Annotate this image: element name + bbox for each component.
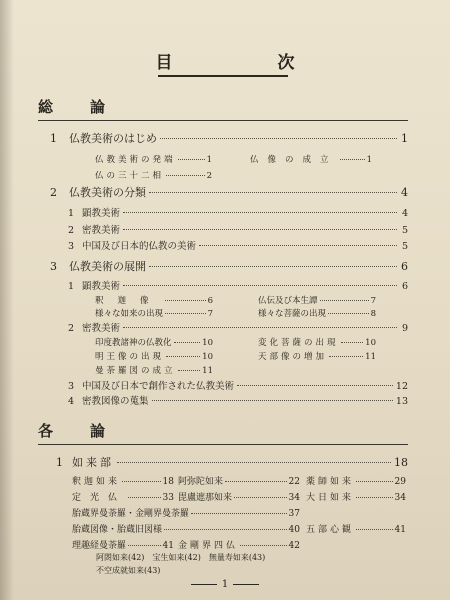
toc-item-3-1[interactable] [68,278,408,292]
item-label: 五部心観 [306,525,355,535]
toc-item-jataka[interactable] [258,294,376,306]
folio-number: 1 [221,579,229,590]
item-label: 釈迦像 [95,296,163,306]
dot-leader [341,342,364,343]
chapter-title: 仏教美術のはじめ [69,132,157,145]
dot-leader [199,245,397,246]
page-number: 7 [370,296,376,306]
page-number: 2 [206,171,212,181]
folio-dash-left [191,584,217,585]
item-label: 仏像の成立 [250,155,338,165]
toc-item-mandala[interactable] [95,364,213,376]
page-number: 11 [365,352,376,362]
toc-item-jokobutsu[interactable] [72,490,174,503]
toc-item-various-bosatsu[interactable] [258,307,376,319]
dot-leader [225,481,287,482]
dot-leader [174,342,201,343]
item-label: 様々な如来の出現 [95,309,164,319]
toc-chapter-1[interactable] [50,130,408,146]
toc-chapter-3[interactable] [50,258,408,274]
item-number: 4 [68,396,75,407]
page-number: 42 [288,541,300,551]
item-label: 中国及び日本的仏教の美術 [82,241,197,252]
section-specific-rule [38,444,408,445]
item-label: 様々な菩薩の出現 [258,309,327,319]
dot-leader [165,313,206,314]
toc-item-yakushi[interactable] [306,474,406,487]
toc-item-dainichi[interactable] [306,490,406,503]
page-number: 29 [394,477,406,487]
page-number: 1 [401,132,408,145]
page-number: 6 [401,260,408,273]
item-label: 顕教美術 [82,208,121,219]
toc-item-taizo-zuzo[interactable] [72,522,300,535]
item-label: 曼荼羅図の成立 [95,366,176,376]
item-label: 顕教美術 [82,281,121,292]
page-number: 12 [395,381,408,392]
dot-leader [123,285,397,286]
section-general-rule [38,120,408,121]
toc-item-myoo[interactable] [95,350,213,362]
toc-item-gobu-shinkan[interactable] [306,522,406,535]
dot-leader [122,481,161,482]
page-edge-shadow [0,0,14,600]
chapter-number: 2 [50,186,57,199]
toc-chapter-2[interactable] [50,184,408,200]
item-number: 1 [68,281,75,292]
toc-item-2-2[interactable] [68,222,408,236]
toc-item-2-1[interactable] [68,205,408,219]
dot-leader [165,300,206,301]
dot-leader [128,545,161,546]
dot-leader [191,513,287,514]
page-number: 7 [207,309,213,319]
page-number: 22 [288,477,300,487]
chapter-number: 3 [50,260,57,273]
toc-item-birushana[interactable] [178,490,300,503]
toc-item-various-nyorai[interactable] [95,307,213,319]
dot-leader [149,192,397,193]
page-number: 1 [366,155,372,165]
dot-leader [240,545,287,546]
toc-item-two-mandalas[interactable] [72,506,300,519]
folio-dash-right [233,584,259,585]
dot-leader [123,212,397,213]
page-number: 11 [202,366,213,376]
item-label: 密教美術 [82,225,121,236]
dot-leader [356,529,393,530]
page-number: 41 [162,541,174,551]
item-number: 2 [68,323,75,334]
dot-leader [356,497,393,498]
dot-leader [128,497,161,498]
dot-leader [164,529,287,530]
page-number: 40 [288,525,300,535]
dot-leader [160,138,397,139]
dot-leader [166,175,205,176]
chapter-number: 1 [50,132,57,145]
page-number: 1 [206,155,212,165]
dot-leader [329,356,363,357]
item-label: 中国及び日本で創作された仏教美術 [82,381,235,392]
toc-item-tenbu[interactable] [258,350,376,362]
item-number: 2 [68,225,75,236]
dot-leader [328,313,369,314]
page-number: 4 [401,208,408,219]
dot-leader [123,327,397,328]
dot-leader [166,356,200,357]
item-label: 変化菩薩の出現 [258,338,339,348]
toc-part2-chapter-1[interactable] [56,454,408,470]
page-number: 41 [394,525,406,535]
chapter-number: 1 [56,456,63,469]
page-number: 34 [288,493,300,503]
toc-item-3-4[interactable] [68,393,408,407]
page-number: 33 [162,493,174,503]
toc-item-hindu-deities[interactable] [95,336,213,348]
toc-item-henge-bosatsu[interactable] [258,336,376,348]
dot-leader [149,266,397,267]
toc-four-buddhas-line: 阿閦如来(42) 宝生如来(42) 無量寿如来(43) [96,553,266,562]
toc-item-32-marks[interactable] [95,169,212,181]
dot-leader [123,229,397,230]
dot-leader [356,481,393,482]
dot-leader [117,462,391,463]
page-title: 目 次 [155,53,339,73]
item-label: 印度教諸神の仏教化 [95,338,172,348]
toc-item-shaka[interactable] [95,294,213,306]
toc-item-amida[interactable] [178,474,300,487]
toc-item-shaka-nyorai[interactable] [72,474,174,487]
item-label: 理趣経曼荼羅 [72,541,127,551]
item-label: 密教美術 [82,323,121,334]
page-number: 10 [202,338,213,348]
toc-four-buddhas-line-2: 不空成就如来(43) [96,566,161,575]
dot-leader [178,159,205,160]
toc-item-3-3[interactable] [68,378,408,392]
dot-leader [178,370,201,371]
item-label: 定光仏 [72,493,127,503]
chapter-title: 仏教美術の展開 [69,260,146,273]
item-label: 仏伝及び本生譚 [258,296,318,306]
page-number: 5 [401,225,408,236]
item-label: 密教図像の蒐集 [82,396,149,407]
toc-item-rishukyo[interactable] [72,538,174,551]
page-folio [0,579,450,590]
dot-leader [320,300,369,301]
page-number: 5 [401,241,408,252]
item-label: 仏教美術の発端 [95,155,176,165]
dot-leader [152,400,393,401]
page-number: 10 [365,338,376,348]
item-label: 釈迦如来 [72,477,121,487]
chapter-title: 仏教美術の分類 [69,186,146,199]
section-specific-heading: 各 論 [38,422,117,440]
page-number: 6 [401,281,408,292]
page-number: 18 [394,456,408,469]
page-number: 6 [207,296,213,306]
item-label: 胎蔵界曼荼羅・金剛界曼荼羅 [72,509,190,519]
page-number: 8 [370,309,376,319]
item-label: 毘盧遮那如来 [178,493,233,503]
item-label: 薬師如来 [306,477,355,487]
toc-item-image-formation[interactable] [250,153,372,165]
page-number: 18 [162,477,174,487]
page-number: 10 [202,352,213,362]
item-label: 明王像の出現 [95,352,165,362]
item-label: 大日如来 [306,493,355,503]
item-label: 阿弥陀如来 [178,477,224,487]
item-number: 1 [68,208,75,219]
title-underline [158,75,288,77]
page-number: 37 [288,509,300,519]
toc-item-origin[interactable] [95,153,212,165]
page-number: 4 [401,186,408,199]
toc-item-2-3[interactable] [68,238,408,252]
item-label: 胎蔵図像・胎蔵旧図様 [72,525,163,535]
page-number: 34 [394,493,406,503]
chapter-title: 如来部 [72,456,114,469]
dot-leader [340,159,365,160]
page-number: 13 [395,396,408,407]
toc-item-kongokai-shibutsu[interactable] [178,538,300,551]
dot-leader [234,497,287,498]
item-label: 天部像の増加 [258,352,328,362]
item-number: 3 [68,381,75,392]
item-number: 3 [68,241,75,252]
toc-item-3-2[interactable] [68,320,408,334]
dot-leader [237,385,393,386]
item-label: 金剛界四仏 [178,541,239,551]
section-general-heading: 総 論 [38,98,117,116]
item-label: 仏の三十二相 [95,171,165,181]
page-number: 9 [401,323,408,334]
